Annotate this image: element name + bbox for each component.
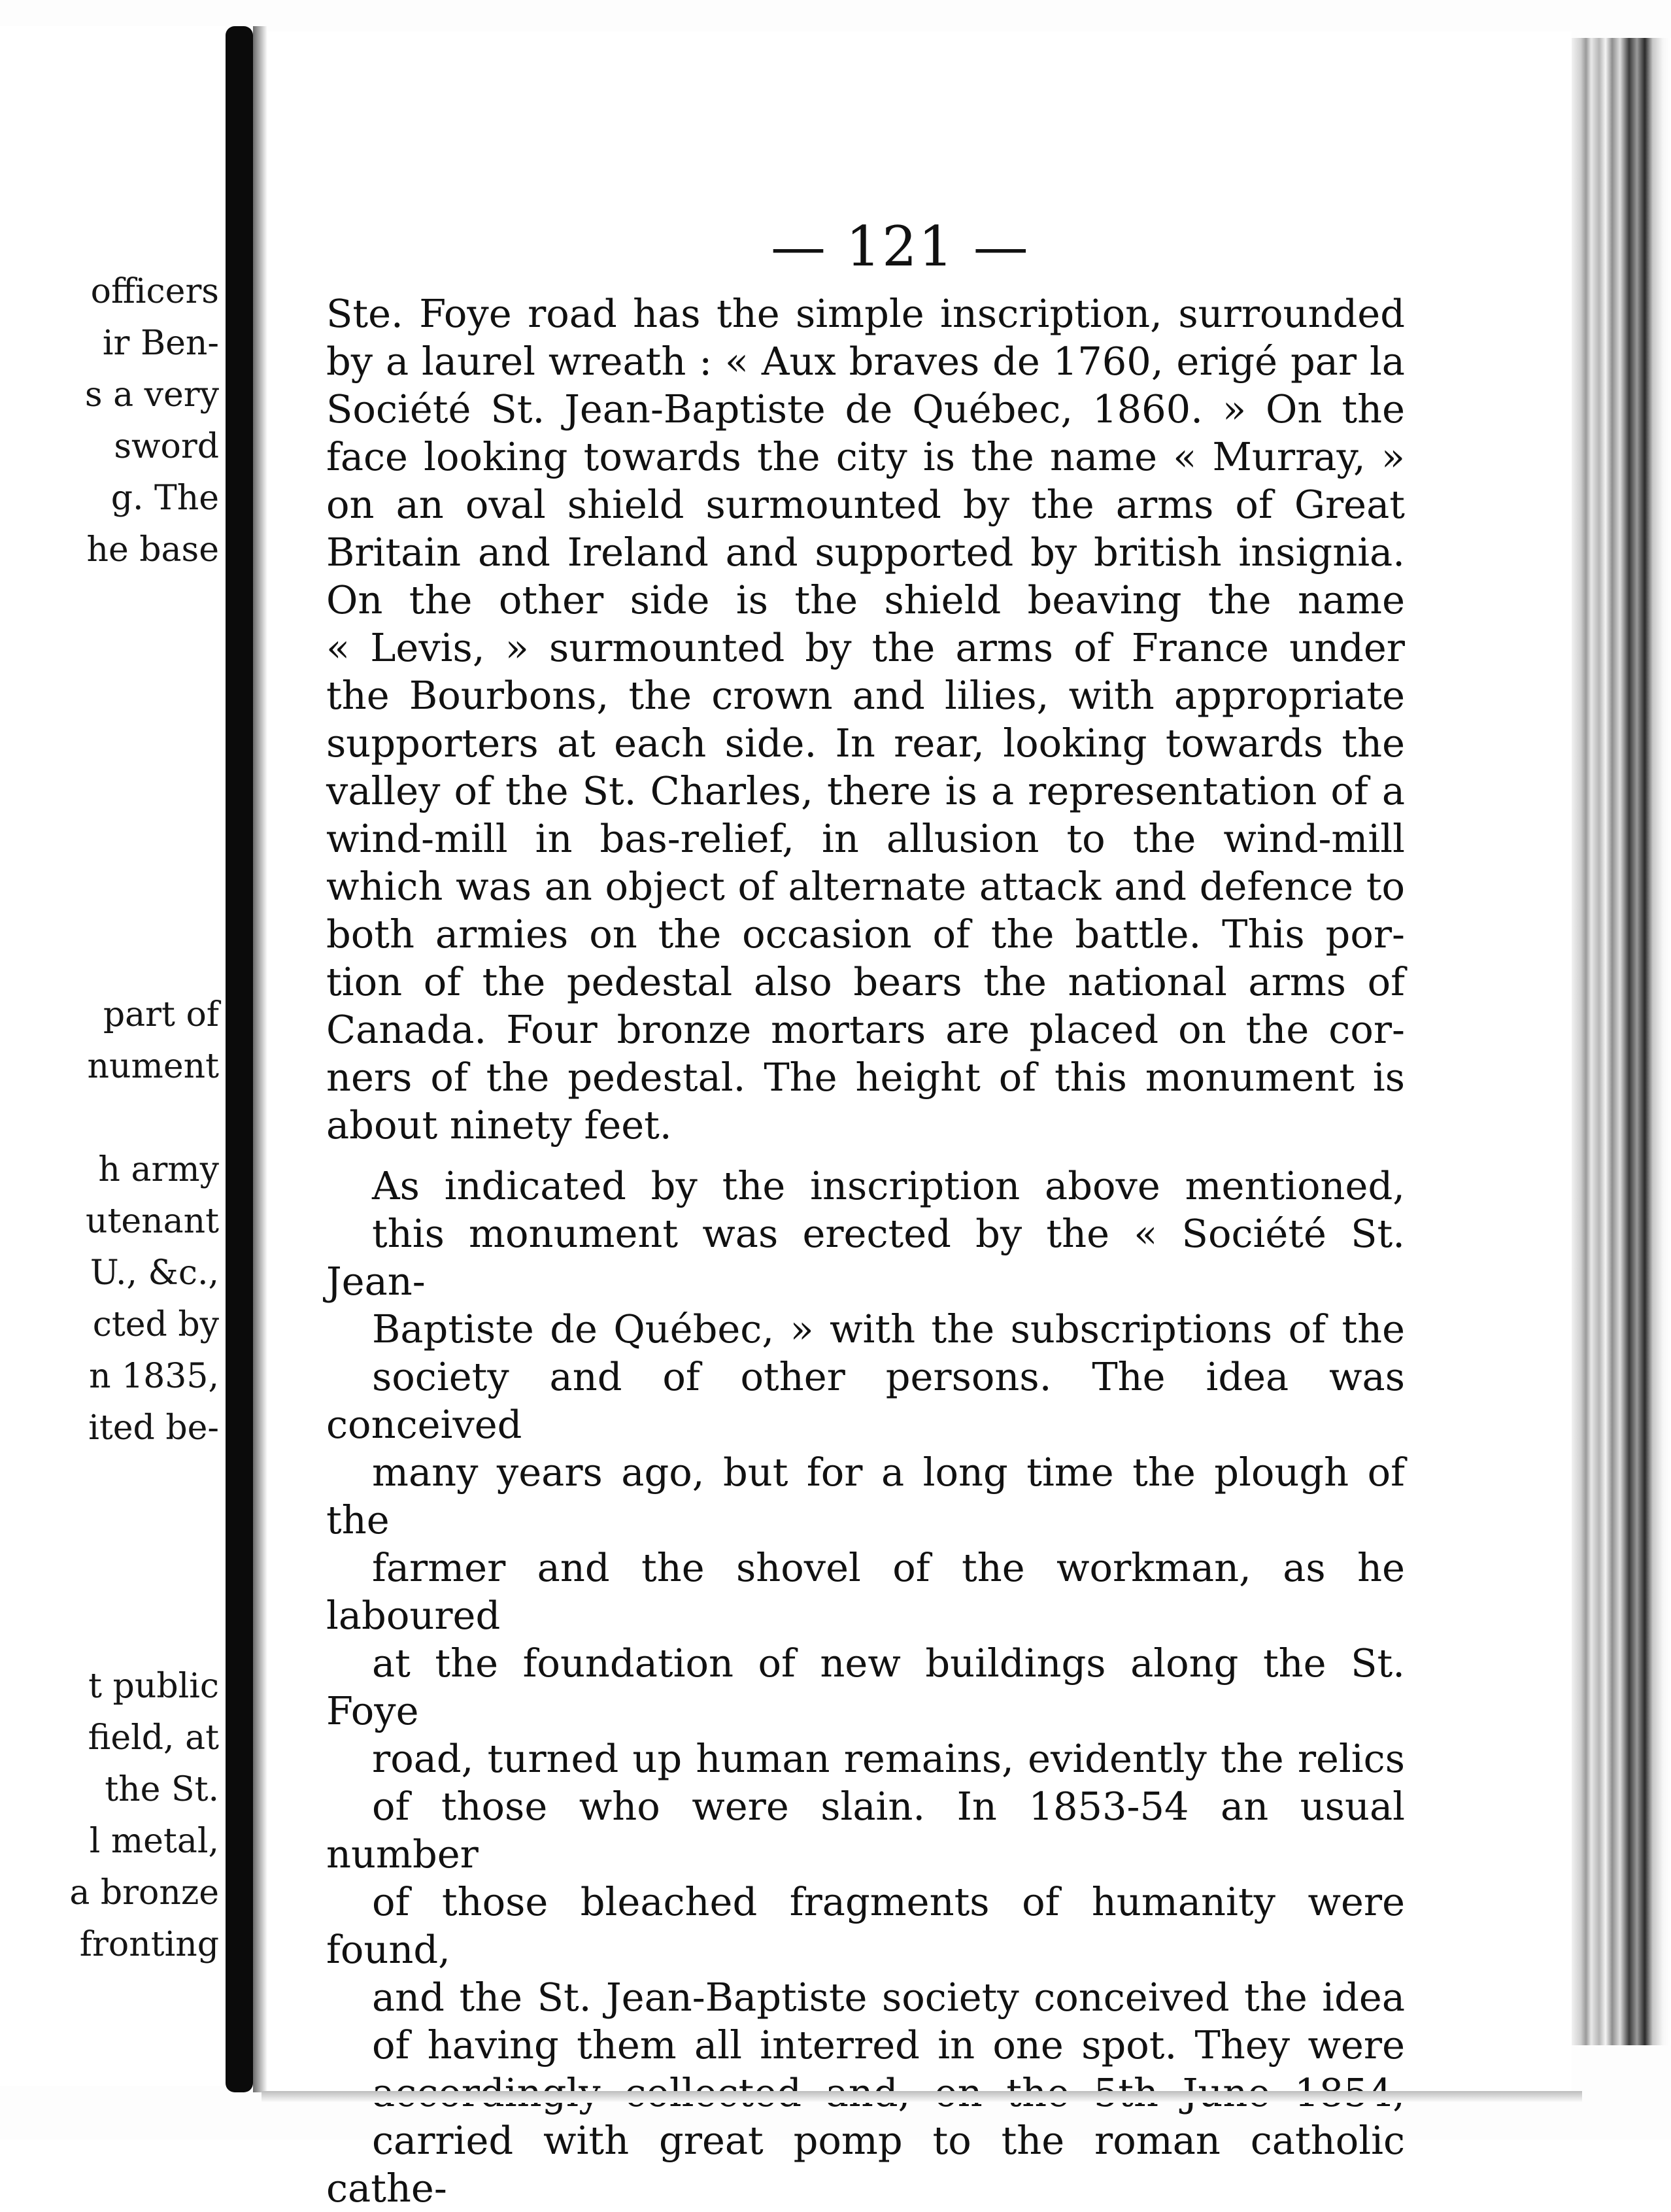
page-121	[267, 31, 1572, 2211]
text-line: carried with great pomp to the roman catholic cathe-	[326, 2118, 1405, 2211]
text-line: by a laurel wreath : « Aux braves de 1760, erigé par la	[326, 339, 1405, 384]
facing-page-line: n 1835,	[89, 1357, 219, 1396]
facing-page-line: part of	[103, 995, 219, 1034]
text-line: wind-mill in bas-relief, in allusion to the wind-mill	[326, 816, 1405, 861]
page-number: — 121 —	[771, 214, 1030, 279]
facing-page-line: a bronze	[69, 1873, 219, 1913]
text-line: of those who were slain. In 1853-54 an usual number	[326, 1784, 1405, 1877]
gutter-shadow	[253, 26, 267, 2092]
facing-page-line: fronting	[79, 1925, 219, 1964]
text-line: society and of other persons. The idea was conceived	[326, 1354, 1405, 1447]
facing-page-line: nument	[87, 1047, 219, 1086]
facing-page-line: the St.	[105, 1770, 219, 1809]
text-line: of having them all interred in one spot. They were	[372, 2022, 1405, 2067]
text-line: of those bleached fragments of humanity were found,	[326, 1879, 1405, 1972]
text-line: Société St. Jean-Baptiste de Québec, 1860. » On the	[326, 386, 1405, 432]
facing-page-line: field, at	[88, 1718, 219, 1758]
text-line: this monument was erected by the « Société St. Jean-	[326, 1211, 1405, 1304]
facing-page-line: officers	[90, 272, 219, 311]
text-line: farmer and the shovel of the workman, as he laboured	[326, 1545, 1405, 1638]
facing-page-line: ited be-	[88, 1408, 219, 1448]
text-line: Britain and Ireland and supported by british insignia.	[326, 530, 1405, 575]
body-text	[326, 290, 1405, 2212]
facing-page-line: ir Ben-	[102, 324, 219, 363]
text-line: Baptiste de Québec, » with the subscriptions of the	[372, 1306, 1405, 1352]
text-line: supporters at each side. In rear, looking towards the	[326, 721, 1405, 766]
facing-page-line: t public	[88, 1667, 219, 1706]
facing-page-line: s a very	[84, 375, 219, 415]
facing-page-line: cted by	[92, 1305, 219, 1344]
text-line: at the foundation of new buildings along the St. Foye	[326, 1641, 1405, 1733]
text-line: both armies on the occasion of the battle. This por-	[326, 911, 1405, 957]
text-line: on an oval shield surmounted by the arms of Great	[326, 482, 1405, 527]
text-line: about ninety feet.	[326, 1102, 672, 1148]
text-line: ners of the pedestal. The height of this monument is	[326, 1055, 1405, 1100]
page-edges	[1572, 38, 1671, 2045]
text-line: On the other side is the shield beaving the name	[326, 577, 1405, 622]
text-line: Canada. Four bronze mortars are placed on the cor-	[326, 1007, 1405, 1052]
text-line: tion of the pedestal also bears the national arms of	[326, 959, 1405, 1004]
facing-page-line: sword	[114, 427, 219, 466]
text-line: « Levis, » surmounted by the arms of France under	[326, 625, 1405, 670]
facing-page-line: U., &c.,	[90, 1253, 219, 1293]
text-line: face looking towards the city is the name « Murray, »	[326, 434, 1405, 479]
text-line: Ste. Foye road has the simple inscription, surrounded	[326, 291, 1405, 336]
text-line: As indicated by the inscription above mentioned,	[372, 1163, 1405, 1208]
text-line: valley of the St. Charles, there is a representation of a	[326, 768, 1405, 813]
page-bottom-shade	[262, 2091, 1582, 2103]
facing-page-line: he base	[86, 530, 219, 570]
text-line: and the St. Jean-Baptiste society conceived the idea	[372, 1975, 1405, 2020]
facing-page-line: utenant	[85, 1202, 219, 1241]
text-line: many years ago, but for a long time the plough of the	[326, 1450, 1405, 1542]
text-line: road, turned up human remains, evidently the relics	[372, 1736, 1405, 1781]
facing-page-line: h army	[98, 1150, 219, 1189]
book-gutter	[226, 26, 253, 2092]
text-line: which was an object of alternate attack and defence to	[326, 864, 1405, 909]
paragraph-1	[326, 290, 1405, 1149]
paragraph-2	[326, 1162, 1405, 2212]
text-line: the Bourbons, the crown and lilies, with appropriate	[326, 673, 1405, 718]
facing-page-fragment	[0, 26, 226, 2086]
facing-page-line: l metal,	[89, 1822, 219, 1861]
facing-page-line: g. The	[110, 479, 219, 518]
